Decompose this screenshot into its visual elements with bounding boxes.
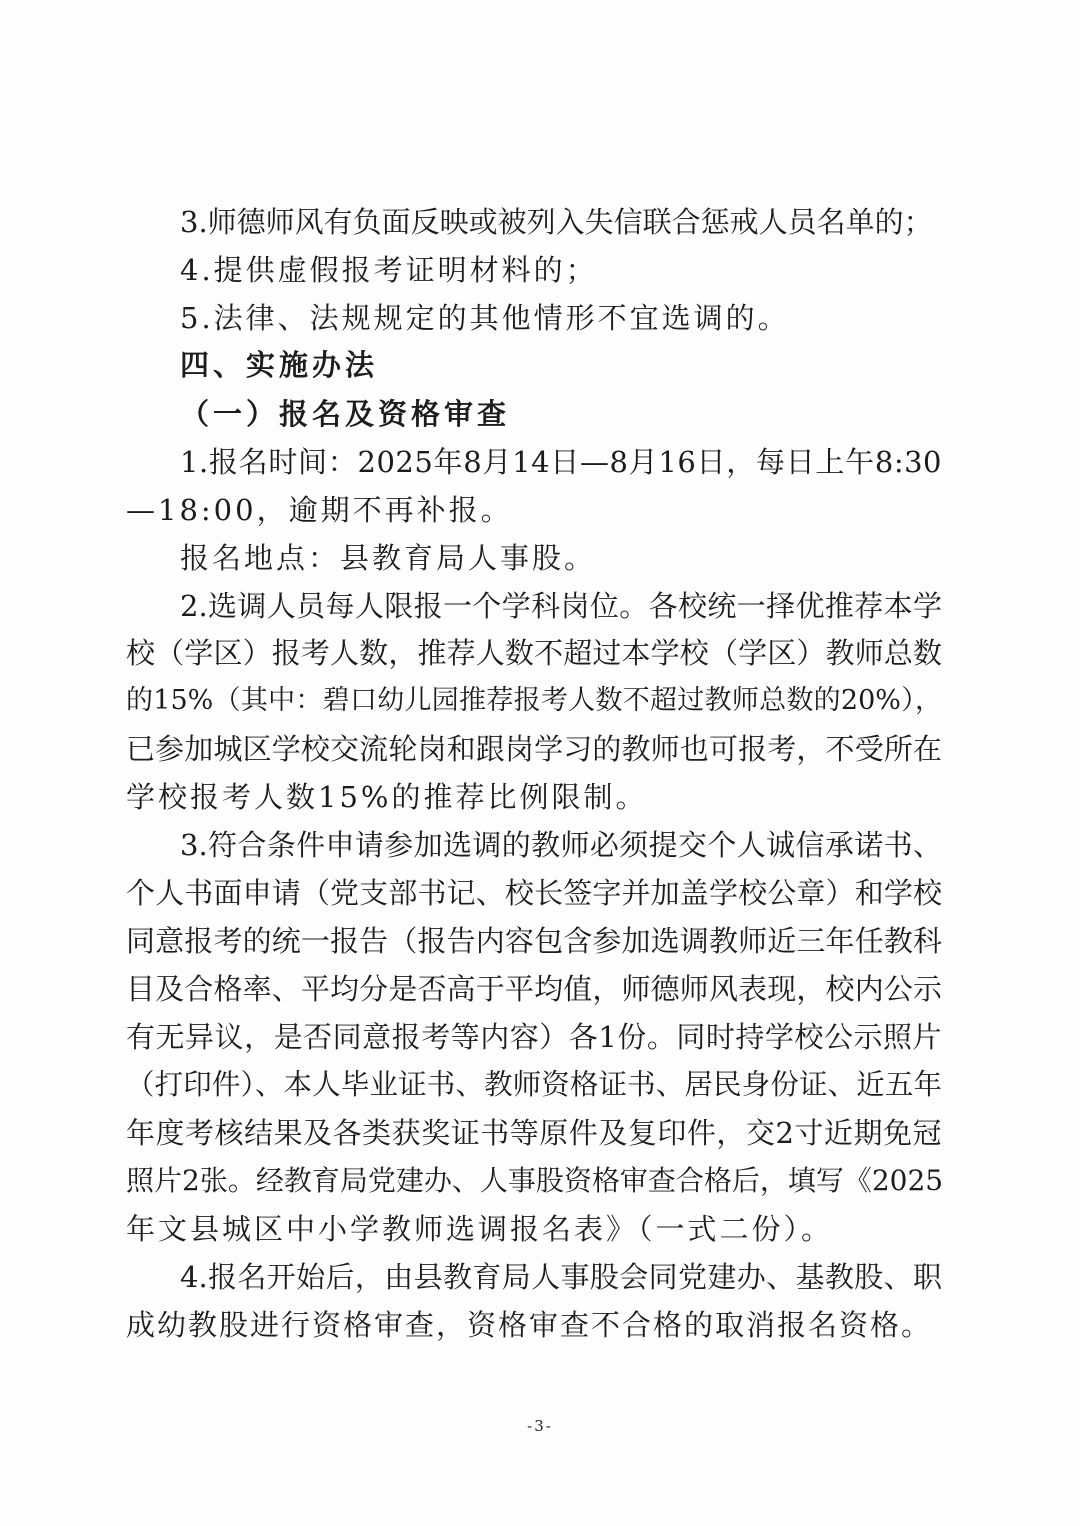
text-line: 目及合格率、平均分是否高于平均值，师德师风表现，校内公示	[126, 972, 942, 1006]
subsection-heading: （一）报名及资格审查	[180, 397, 511, 431]
text-line: 已参加城区学校交流轮岗和跟岗学习的教师也可报考，不受所在	[126, 732, 942, 766]
text-line: 年度考核结果及各类获奖证书等原件及复印件，交2寸近期免冠	[126, 1116, 942, 1150]
text-line: 的15%（其中：碧口幼儿园推荐报考人数不超过教师总数的20%），	[126, 685, 942, 716]
text-line: 1.报名时间：2025年8月14日—8月16日，每日上午8:30	[180, 445, 942, 479]
text-line: 照片2张。经教育局党建办、人事股资格审查合格后，填写《2025	[126, 1164, 944, 1197]
text-line: 报名地点：县教育局人事股。	[180, 541, 597, 575]
text-line: 5.法律、法规规定的其他情形不宜选调的。	[180, 301, 790, 335]
text-line: （打印件）、本人毕业证书、教师资格证书、居民身份证、近五年	[126, 1068, 942, 1101]
section-heading: 四、实施办法	[180, 348, 379, 382]
text-line: 同意报考的统一报告（报告内容包含参加选调教师近三年任教科	[126, 924, 942, 958]
text-line: 个人书面申请（党支部书记、校长签字并加盖学校公章）和学校	[126, 876, 942, 910]
text-line: 成幼教股进行资格审查，资格审查不合格的取消报名资格。	[126, 1308, 933, 1342]
text-line: 学校报考人数15%的推荐比例限制。	[126, 780, 648, 814]
text-line: 有无异议，是否同意报考等内容）各1份。同时持学校公示照片	[126, 1020, 942, 1054]
text-line: 年文县城区中小学教师选调报名表》（一式二份）。	[126, 1212, 834, 1246]
page-number: -3-	[527, 1417, 553, 1435]
text-line: 4.提供虚假报考证明材料的；	[180, 253, 598, 287]
text-line: 3.师德师风有负面反映或被列入失信联合惩戒人员名单的；	[180, 205, 933, 239]
text-line: —18:00，逾期不再补报。	[126, 493, 513, 527]
text-line: 4.报名开始后，由县教育局人事股会同党建办、基教股、职	[180, 1260, 942, 1294]
text-line: 校（学区）报考人数，推荐人数不超过本学校（学区）教师总数	[126, 636, 942, 670]
text-line: 2.选调人员每人限报一个学科岗位。各校统一择优推荐本学	[180, 589, 942, 623]
text-line: 3.符合条件申请参加选调的教师必须提交个人诚信承诺书、	[180, 828, 942, 862]
